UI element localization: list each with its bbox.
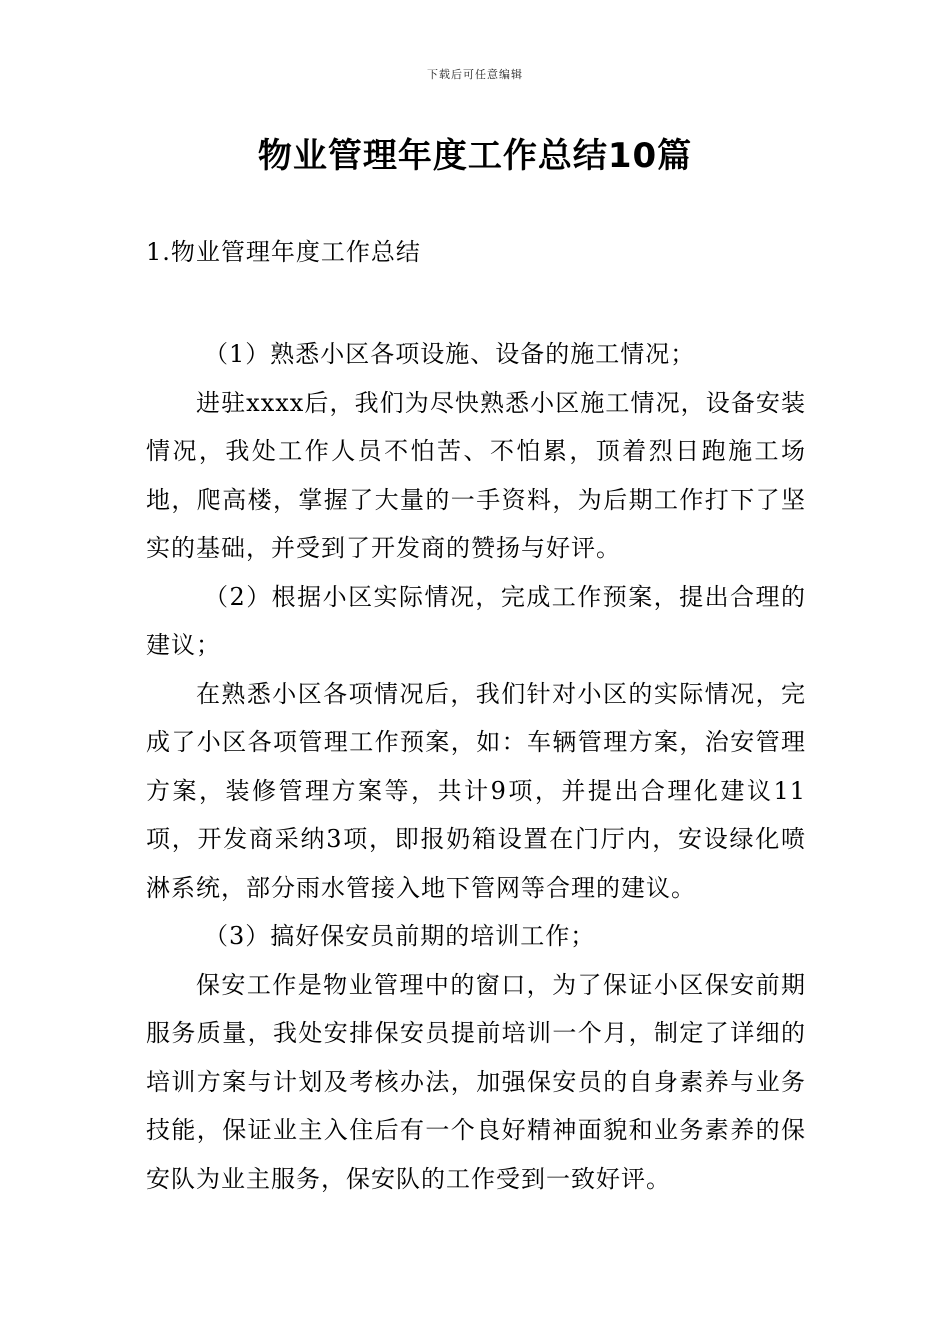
document-body: [146, 330, 806, 1203]
paragraph-2: 在熟悉小区各项情况后，我们针对小区的实际情况，完成了小区各项管理工作预案，如：车辆管理方案，治安管理方案，装修管理方案等，共计9项，并提出合理化建议11项，开发商采纳3项，即报奶箱设置在门厅内，安设绿化喷淋系统，部分雨水管接入地下管网等合理的建议。: [146, 679, 806, 902]
subheading-3: （3）搞好保安员前期的培训工作；: [204, 922, 596, 950]
paragraph-1: 进驻xxxx后，我们为尽快熟悉小区施工情况，设备安装情况，我处工作人员不怕苦、不怕累，顶着烈日跑施工场地，爬高楼，掌握了大量的一手资料，为后期工作打下了坚实的基础，并受到了开发商的赞扬与好评。: [146, 388, 806, 562]
section-heading: 1.物业管理年度工作总结: [146, 238, 421, 266]
subheading-2: （2）根据小区实际情况，完成工作预案，提出合理的建议；: [146, 582, 806, 659]
subheading-1: （1）熟悉小区各项设施、设备的施工情况；: [204, 340, 696, 368]
document-title: 物业管理年度工作总结10篇: [257, 136, 693, 176]
paragraph-3: 保安工作是物业管理中的窗口，为了保证小区保安前期服务质量，我处安排保安员提前培训一个月，制定了详细的培训方案与计划及考核办法，加强保安员的自身素养与业务技能，保证业主入住后有一个良好精神面貌和业务素养的保安队为业主服务，保安队的工作受到一致好评。: [146, 970, 806, 1193]
header-note: 下载后可任意编辑: [427, 68, 523, 81]
